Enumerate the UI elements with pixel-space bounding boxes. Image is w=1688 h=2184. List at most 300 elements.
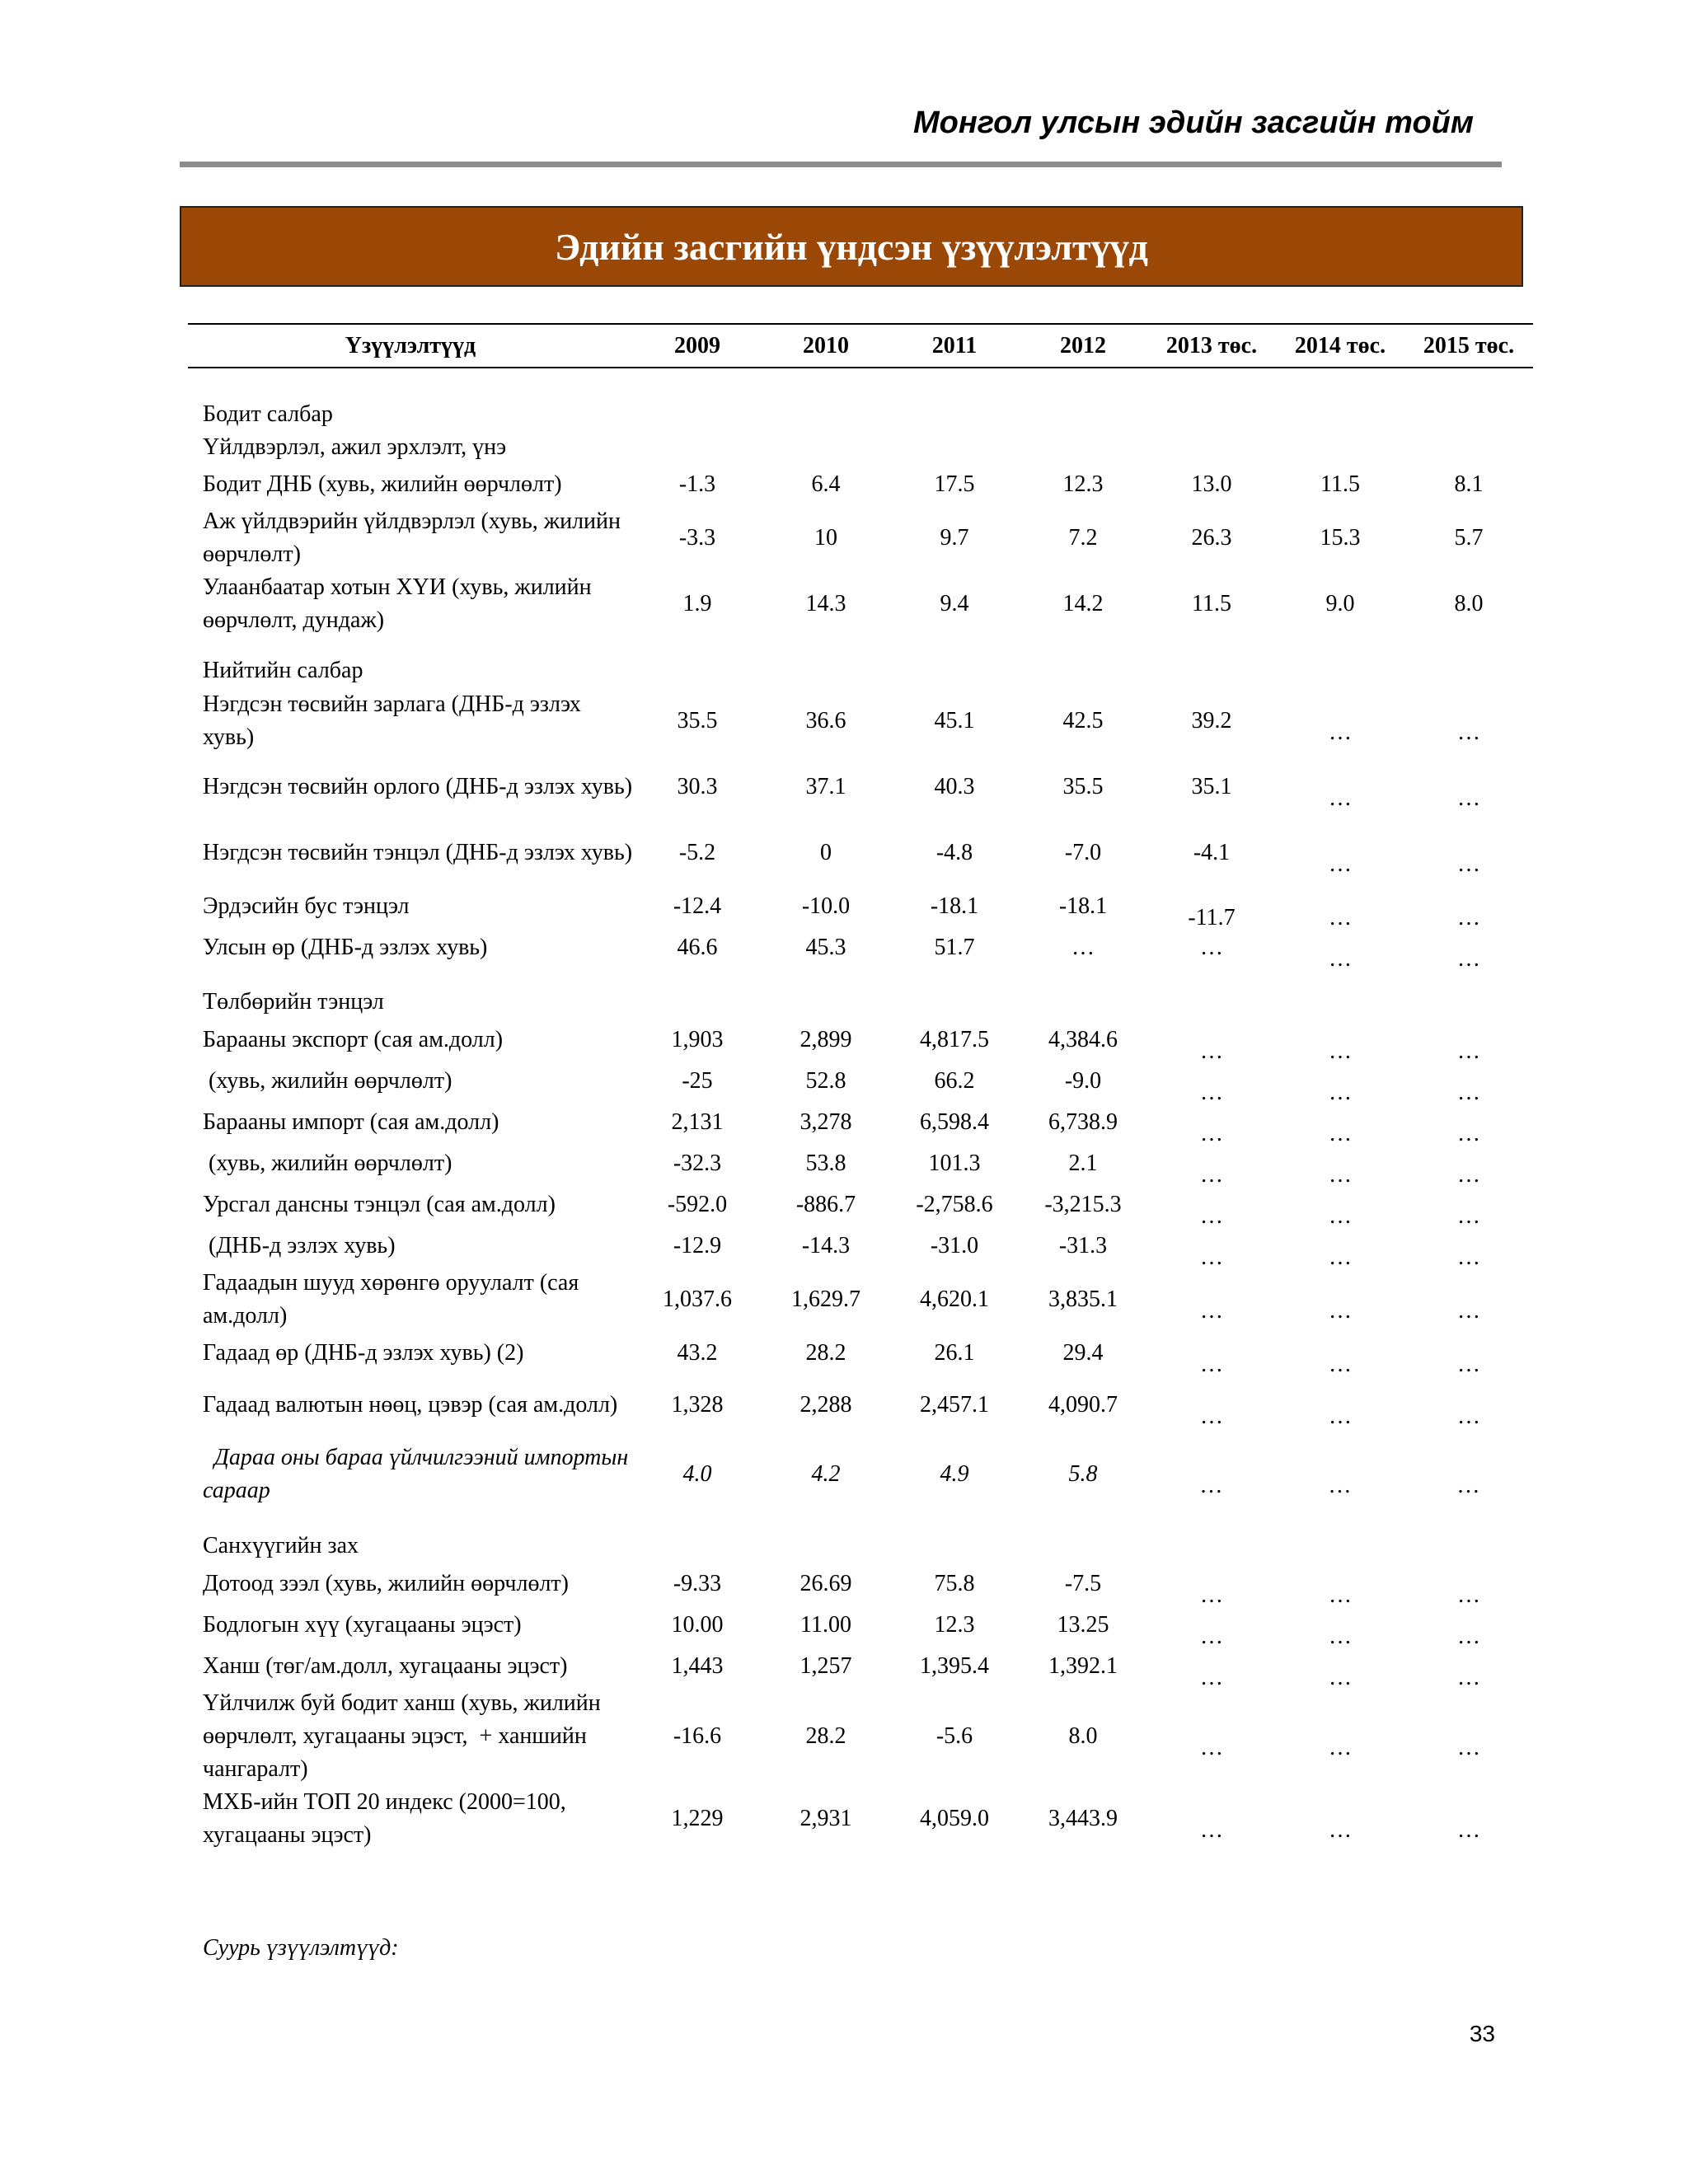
cell-value: …: [1457, 1817, 1480, 1843]
cell-value: -31.0: [930, 1233, 979, 1258]
cell-value: 1,392.1: [1048, 1653, 1118, 1679]
cell-value: …: [1457, 785, 1480, 811]
value-cell: [1276, 1786, 1404, 1852]
cell-value: …: [1200, 1817, 1223, 1843]
cell-value: -3.3: [678, 525, 716, 551]
value-cell: [762, 1102, 890, 1143]
value-cell: [762, 927, 890, 968]
table-row: [188, 464, 1533, 505]
value-cell: [1147, 754, 1276, 820]
value-cell: [1147, 1019, 1276, 1064]
value-cell: [890, 1102, 1019, 1143]
cell-value: …: [1329, 851, 1352, 877]
cell-value: …: [1329, 1038, 1352, 1064]
cell-value: …: [1200, 1038, 1223, 1064]
value-cell: [1019, 754, 1147, 820]
table-row: [188, 754, 1533, 820]
cell-value: …: [1200, 1404, 1223, 1429]
cell-value: 2,899: [799, 1027, 852, 1052]
value-cell: [633, 1184, 762, 1226]
value-cell: [762, 1143, 890, 1184]
value-cell: [1276, 464, 1404, 505]
value-cell: [1019, 505, 1147, 571]
value-cell: [1404, 1143, 1533, 1188]
value-cell: [762, 1436, 890, 1512]
cell-value: …: [1458, 1473, 1479, 1498]
table-row: [188, 1061, 1533, 1102]
value-cell: [1276, 1019, 1404, 1064]
cell-value: …: [1457, 851, 1480, 877]
cell-value: …: [1329, 1080, 1352, 1105]
cell-value: …: [1200, 1665, 1223, 1690]
value-cell: [633, 505, 762, 571]
table-row: [188, 1102, 1533, 1143]
cell-value: …: [1329, 719, 1352, 745]
section-heading: Нийтийн салбар: [203, 658, 363, 683]
value-cell: [1276, 1184, 1404, 1229]
cell-value: 9.4: [940, 591, 969, 616]
value-cell: [1019, 927, 1147, 968]
value-cell: [1019, 1563, 1147, 1605]
cell-value: 1,037.6: [663, 1286, 732, 1312]
cell-value: 15.3: [1320, 525, 1361, 551]
row-label: Аж үйлдвэрийн үйлдвэрлэл (хувь, жилийн өөрчлөлт): [203, 509, 626, 567]
table-row: [188, 820, 1533, 886]
value-cell: [890, 1333, 1019, 1374]
cell-value: 4,090.7: [1048, 1392, 1118, 1418]
cell-value: 4,059.0: [920, 1806, 989, 1831]
value-cell: [633, 1061, 762, 1102]
cell-value: …: [1200, 1244, 1223, 1270]
value-cell: [1019, 1436, 1147, 1512]
cell-value: 43.2: [677, 1340, 718, 1366]
cell-value: …: [1200, 1121, 1223, 1146]
value-cell: [1147, 1267, 1276, 1333]
cell-value: 66.2: [934, 1068, 975, 1094]
cell-value: …: [1457, 1038, 1480, 1064]
title-banner: [180, 206, 1523, 287]
cell-value: 0: [820, 840, 832, 865]
cell-value: -11.7: [1188, 905, 1236, 930]
cell-value: …: [1329, 946, 1352, 972]
cell-value: …: [1071, 935, 1095, 960]
cell-value: 5.7: [1454, 525, 1484, 551]
cell-value: 12.3: [1062, 471, 1104, 497]
cell-value: …: [1201, 1473, 1222, 1498]
row-label: Улаанбаатар хотын ХҮИ (хувь, жилийн өөрчлөлт, дундаж): [203, 574, 598, 633]
value-cell: [890, 571, 1019, 637]
cell-value: 26.69: [799, 1571, 852, 1596]
indicators-table: [188, 323, 1533, 1852]
cell-value: …: [1200, 1624, 1223, 1649]
row-label: Гадаадын шууд хөрөнгө оруулалт (сая ам.долл): [203, 1270, 585, 1329]
cell-value: -25: [682, 1068, 713, 1094]
value-cell: [762, 505, 890, 571]
value-cell: [890, 1563, 1019, 1605]
value-cell: [1019, 1605, 1147, 1646]
value-cell: [1404, 754, 1533, 820]
cell-value: 4.0: [682, 1461, 712, 1487]
cell-value: 14.3: [805, 591, 846, 616]
cell-value: 7.2: [1068, 525, 1098, 551]
value-cell: [633, 1646, 762, 1687]
value-cell: [1276, 1563, 1404, 1608]
cell-value: 51.7: [934, 935, 975, 960]
value-cell: [1276, 820, 1404, 886]
value-cell: [1404, 820, 1533, 886]
row-label: (хувь, жилийн өөрчлөлт): [203, 1068, 452, 1094]
value-cell: [890, 1646, 1019, 1687]
value-cell: [1019, 1646, 1147, 1687]
value-cell: [1147, 505, 1276, 571]
value-cell: [762, 1061, 890, 1102]
cell-value: …: [1329, 1352, 1352, 1377]
cell-value: -9.0: [1064, 1068, 1102, 1094]
cell-value: 46.6: [677, 935, 718, 960]
value-cell: [762, 464, 890, 505]
cell-value: -32.3: [673, 1151, 722, 1176]
cell-value: -12.9: [673, 1233, 722, 1258]
cell-value: 40.3: [934, 774, 975, 799]
footnote: Суурь үзүүлэлтүүд:: [203, 1935, 399, 1961]
value-cell: [762, 1786, 890, 1852]
table-row: [188, 1646, 1533, 1687]
cell-value: …: [1329, 1735, 1352, 1760]
cell-value: 2,288: [799, 1392, 852, 1418]
value-cell: [1276, 927, 1404, 972]
value-cell: [1276, 1061, 1404, 1105]
cell-value: -31.3: [1058, 1233, 1108, 1258]
value-cell: [1276, 1143, 1404, 1188]
row-label: (хувь, жилийн өөрчлөлт): [203, 1151, 452, 1176]
cell-value: 1,903: [671, 1027, 724, 1052]
row-label: Эрдэсийн бус тэнцэл: [203, 893, 410, 919]
cell-value: 12.3: [934, 1612, 975, 1638]
cell-value: 4.2: [811, 1461, 841, 1487]
cell-value: -3,215.3: [1044, 1192, 1122, 1217]
section-heading: Бодит салбар: [203, 401, 333, 427]
value-cell: [1147, 1605, 1276, 1649]
value-cell: [1404, 1184, 1533, 1229]
cell-value: …: [1329, 1817, 1352, 1843]
cell-value: 35.5: [1062, 774, 1104, 799]
table-row: [188, 688, 1533, 754]
column-header: 2009: [633, 324, 762, 368]
section-heading-row: [188, 1529, 1533, 1563]
cell-value: 10.00: [671, 1612, 724, 1638]
cell-value: -5.2: [678, 840, 716, 865]
table-row: [188, 886, 1533, 927]
cell-value: 2,931: [799, 1806, 852, 1831]
cell-value: 36.6: [805, 708, 846, 733]
row-label: Үйлчилж буй бодит ханш (хувь, жилийн өөрчлөлт, хугацааны эцэст, + ханшийн чангаралт): [203, 1690, 607, 1782]
banner-title: Эдийн засгийн үндсэн үзүүлэлтүүд: [555, 225, 1148, 268]
cell-value: -592.0: [667, 1192, 728, 1217]
spacer-row: [188, 1512, 1533, 1529]
value-cell: [1019, 1687, 1147, 1786]
cell-value: 53.8: [805, 1151, 846, 1176]
cell-value: …: [1329, 1162, 1352, 1188]
value-cell: [633, 820, 762, 886]
value-cell: [890, 927, 1019, 968]
cell-value: 1,395.4: [920, 1653, 989, 1679]
cell-value: …: [1457, 1203, 1480, 1229]
value-cell: [1404, 1267, 1533, 1333]
cell-value: …: [1200, 1582, 1223, 1608]
cell-value: …: [1457, 1735, 1480, 1760]
value-cell: [1019, 1786, 1147, 1852]
cell-value: …: [1200, 1080, 1223, 1105]
row-label: Улсын өр (ДНБ-д эзлэх хувь): [203, 935, 488, 960]
cell-value: 2,131: [671, 1109, 724, 1135]
table-row: [188, 1786, 1533, 1852]
value-cell: [1404, 1226, 1533, 1270]
value-cell: [633, 1436, 762, 1512]
cell-value: -9.33: [673, 1571, 722, 1596]
cell-value: 3,443.9: [1048, 1806, 1118, 1831]
cell-value: -886.7: [795, 1192, 856, 1217]
cell-value: …: [1200, 1203, 1223, 1229]
row-label: Барааны экспорт (сая ам.долл): [203, 1027, 504, 1052]
value-cell: [1019, 1374, 1147, 1436]
value-cell: [1404, 1333, 1533, 1377]
value-cell: [1276, 1333, 1404, 1377]
cell-value: 4,620.1: [920, 1286, 989, 1312]
section-heading-row: [188, 431, 1533, 464]
cell-value: 101.3: [928, 1151, 981, 1176]
cell-value: …: [1200, 1735, 1223, 1760]
cell-value: -2,758.6: [916, 1192, 993, 1217]
value-cell: [890, 754, 1019, 820]
value-cell: [1147, 688, 1276, 754]
cell-value: …: [1329, 1404, 1352, 1429]
cell-value: …: [1457, 1352, 1480, 1377]
value-cell: [1276, 754, 1404, 820]
value-cell: [1019, 1019, 1147, 1061]
cell-value: …: [1329, 1665, 1352, 1690]
value-cell: [890, 1143, 1019, 1184]
row-label: Барааны импорт (сая ам.долл): [203, 1109, 499, 1135]
value-cell: [762, 1646, 890, 1687]
cell-value: …: [1457, 1121, 1480, 1146]
value-cell: [1147, 1646, 1276, 1690]
value-cell: [1019, 1143, 1147, 1184]
cell-value: -4.1: [1193, 840, 1231, 865]
cell-value: 4,817.5: [920, 1027, 989, 1052]
value-cell: [1404, 688, 1533, 754]
value-cell: [1404, 1786, 1533, 1852]
cell-value: 35.5: [677, 708, 718, 733]
cell-value: 1.9: [682, 591, 712, 616]
table-row: [188, 927, 1533, 968]
spacer-row: [188, 637, 1533, 654]
table-row: [188, 1019, 1533, 1061]
value-cell: [1276, 505, 1404, 571]
row-label: Ханш (төг/ам.долл, хугацааны эцэст): [203, 1653, 568, 1679]
cell-value: 17.5: [934, 471, 975, 497]
value-cell: [1147, 1333, 1276, 1377]
value-cell: [762, 1605, 890, 1646]
row-label: Нэгдсэн төсвийн зарлага (ДНБ-д эзлэх хувь): [203, 691, 587, 750]
cell-value: …: [1457, 946, 1480, 972]
value-cell: [633, 754, 762, 820]
cell-value: 39.2: [1191, 708, 1232, 733]
cell-value: 13.25: [1057, 1612, 1109, 1638]
value-cell: [633, 927, 762, 968]
cell-value: …: [1457, 1244, 1480, 1270]
value-cell: [890, 1436, 1019, 1512]
value-cell: [1404, 1646, 1533, 1690]
spacer-cell: [188, 1512, 1533, 1529]
value-cell: [890, 1605, 1019, 1646]
table-row: [188, 1605, 1533, 1646]
value-cell: [1147, 886, 1276, 930]
value-cell: [1147, 1061, 1276, 1105]
value-cell: [890, 886, 1019, 927]
cell-value: -7.0: [1064, 840, 1102, 865]
value-cell: [890, 1374, 1019, 1436]
cell-value: 30.3: [677, 774, 718, 799]
value-cell: [633, 1267, 762, 1333]
section-heading-row: [188, 985, 1533, 1019]
cell-value: …: [1329, 1298, 1352, 1324]
cell-value: …: [1457, 1298, 1480, 1324]
value-cell: [1147, 1143, 1276, 1188]
value-cell: [1404, 886, 1533, 930]
cell-value: …: [1329, 785, 1352, 811]
cell-value: 28.2: [805, 1340, 846, 1366]
section-heading: Санхүүгийн зах: [203, 1533, 359, 1558]
value-cell: [1147, 1184, 1276, 1229]
cell-value: 8.1: [1454, 471, 1484, 497]
value-cell: [1019, 464, 1147, 505]
cell-value: 14.2: [1062, 591, 1104, 616]
cell-value: -16.6: [673, 1723, 722, 1749]
row-label: Нэгдсэн төсвийн тэнцэл (ДНБ-д эзлэх хувь): [203, 840, 633, 865]
value-cell: [762, 688, 890, 754]
section-heading-row: [188, 654, 1533, 688]
value-cell: [1147, 1563, 1276, 1608]
value-cell: [1147, 1786, 1276, 1852]
value-cell: [1019, 1267, 1147, 1333]
column-header: 2010: [762, 324, 890, 368]
value-cell: [890, 1687, 1019, 1786]
value-cell: [1276, 1374, 1404, 1436]
cell-value: -4.8: [935, 840, 973, 865]
value-cell: [1147, 1102, 1276, 1146]
cell-value: …: [1457, 1624, 1480, 1649]
spacer-cell: [188, 637, 1533, 654]
value-cell: [1404, 1374, 1533, 1436]
value-cell: [633, 571, 762, 637]
value-cell: [890, 820, 1019, 886]
cell-value: 26.3: [1191, 525, 1232, 551]
value-cell: [1276, 1226, 1404, 1270]
section-heading-row: [188, 368, 1533, 431]
cell-value: -7.5: [1064, 1571, 1102, 1596]
cell-value: 13.0: [1191, 471, 1232, 497]
value-cell: [633, 1687, 762, 1786]
value-cell: [1147, 927, 1276, 968]
cell-value: 45.3: [805, 935, 846, 960]
cell-value: 28.2: [805, 1723, 846, 1749]
value-cell: [1019, 820, 1147, 886]
table-row: [188, 1563, 1533, 1605]
value-cell: [1404, 571, 1533, 637]
cell-value: 29.4: [1062, 1340, 1104, 1366]
row-label: Бодит ДНБ (хувь, жилийн өөрчлөлт): [203, 471, 562, 497]
row-label: (ДНБ-д эзлэх хувь): [203, 1233, 396, 1258]
cell-value: 10: [814, 525, 837, 551]
header-rule: [180, 162, 1502, 167]
value-cell: [762, 1374, 890, 1436]
value-cell: [890, 1019, 1019, 1061]
table-row: [188, 505, 1533, 571]
column-header: 2014 төс.: [1276, 324, 1404, 368]
value-cell: [1019, 688, 1147, 754]
cell-value: …: [1329, 1582, 1352, 1608]
table-header-row: [188, 324, 1533, 368]
value-cell: [762, 1267, 890, 1333]
value-cell: [890, 1061, 1019, 1102]
value-cell: [633, 1102, 762, 1143]
cell-value: …: [1457, 1080, 1480, 1105]
value-cell: [1404, 505, 1533, 571]
value-cell: [633, 1333, 762, 1374]
value-cell: [762, 1563, 890, 1605]
value-cell: [1019, 1061, 1147, 1102]
column-header: 2011: [890, 324, 1019, 368]
value-cell: [633, 464, 762, 505]
row-label: Бодлогын хүү (хугацааны эцэст): [203, 1612, 522, 1638]
column-header: 2012: [1019, 324, 1147, 368]
row-label: Дараа оны бараа үйлчилгээний импортын сараар: [203, 1445, 635, 1503]
cell-value: 6,598.4: [920, 1109, 989, 1135]
value-cell: [633, 1374, 762, 1436]
cell-value: …: [1457, 1162, 1480, 1188]
value-cell: [1404, 1605, 1533, 1649]
value-cell: [1147, 820, 1276, 886]
section-heading: Үйлдвэрлэл, ажил эрхлэлт, үнэ: [203, 434, 507, 460]
value-cell: [633, 1226, 762, 1267]
cell-value: …: [1457, 1582, 1480, 1608]
cell-value: 1,229: [671, 1806, 724, 1831]
value-cell: [890, 688, 1019, 754]
cell-value: 9.7: [940, 525, 969, 551]
value-cell: [1276, 688, 1404, 754]
cell-value: 75.8: [934, 1571, 975, 1596]
page-number: 33: [1469, 2021, 1495, 2046]
cell-value: …: [1329, 1121, 1352, 1146]
cell-value: …: [1200, 1352, 1223, 1377]
row-label: Гадаад өр (ДНБ-д эзлэх хувь) (2): [203, 1340, 524, 1366]
value-cell: [1276, 1102, 1404, 1146]
value-cell: [1019, 1102, 1147, 1143]
row-label: Дотоод зээл (хувь, жилийн өөрчлөлт): [203, 1571, 569, 1596]
section-heading: Төлбөрийн тэнцэл: [203, 989, 384, 1015]
value-cell: [762, 1184, 890, 1226]
cell-value: 37.1: [805, 774, 846, 799]
value-cell: [1147, 1374, 1276, 1436]
table-row: [188, 1267, 1533, 1333]
value-cell: [1404, 1563, 1533, 1608]
cell-value: 1,443: [671, 1653, 724, 1679]
value-cell: [762, 1019, 890, 1061]
value-cell: [1147, 1687, 1276, 1786]
row-label: Гадаад валютын нөөц, цэвэр (сая ам.долл): [203, 1392, 618, 1418]
value-cell: [890, 1226, 1019, 1267]
value-cell: [1147, 1436, 1276, 1512]
